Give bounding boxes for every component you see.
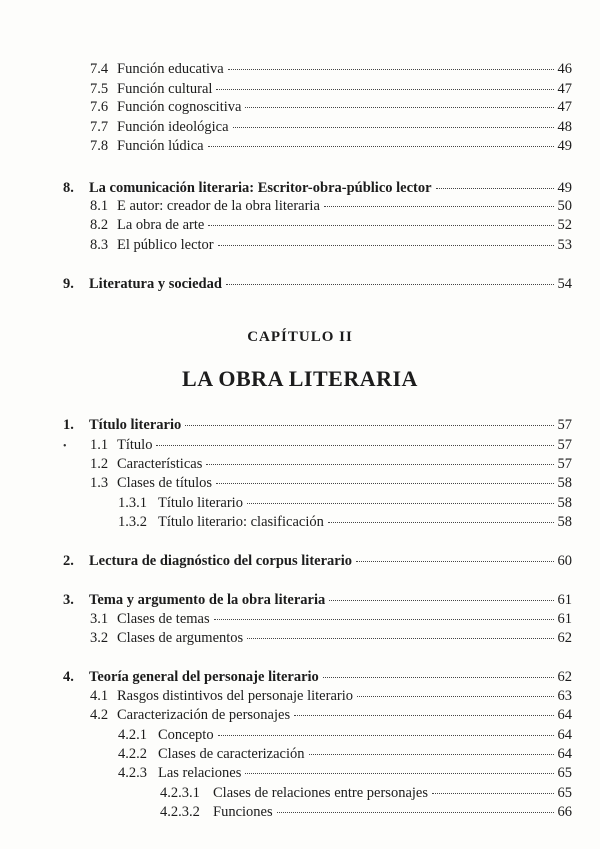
toc-entry-page: 50 — [557, 198, 572, 214]
toc-entry — [90, 629, 572, 647]
toc-entry-title: Las relaciones — [158, 765, 242, 781]
dot-leader — [185, 425, 553, 426]
toc-entry — [90, 687, 572, 705]
dot-leader — [245, 107, 553, 108]
toc-entry-number: 1. — [63, 417, 74, 433]
toc-entry-number: 9. — [63, 276, 74, 292]
toc-entry-page: 62 — [557, 630, 572, 646]
dot-leader — [208, 225, 553, 226]
dot-leader — [356, 561, 554, 562]
dot-leader — [277, 812, 554, 813]
toc-entry — [118, 494, 572, 512]
toc-entry-number: 4.2.3.2 — [160, 804, 200, 820]
toc-entry-number: 8.1 — [90, 198, 109, 214]
toc-entry-number: 4.2 — [90, 707, 109, 723]
toc-entry-number: 1.3.1 — [118, 495, 147, 511]
toc-entry — [90, 118, 572, 136]
toc-entry-number: 1.3 — [90, 475, 109, 491]
toc-entry-number: 4.2.1 — [118, 727, 147, 743]
toc-entry — [118, 513, 572, 531]
toc-entry-page: 46 — [557, 61, 572, 77]
toc-entry-page: 47 — [557, 81, 572, 97]
toc-entry-page: 57 — [557, 437, 572, 453]
toc-entry-title: Función lúdica — [117, 138, 204, 154]
toc-entry-page: 61 — [557, 611, 572, 627]
dot-leader — [214, 619, 554, 620]
toc-entry-title: Clases de argumentos — [117, 630, 244, 646]
toc-entry-title: Clases de caracterización — [158, 746, 305, 762]
toc-entry-title: E autor: creador de la obra literaria — [117, 198, 320, 214]
toc-entry-page: 65 — [557, 785, 572, 801]
toc-entry-page: 65 — [557, 765, 572, 781]
toc-entry — [90, 236, 572, 254]
dot-leader — [208, 146, 554, 147]
dot-leader — [245, 773, 553, 774]
toc-entry-number: 4. — [63, 669, 74, 685]
toc-entry-page: 57 — [557, 456, 572, 472]
dot-leader — [216, 483, 553, 484]
toc-entry — [63, 668, 572, 686]
toc-entry-page: 57 — [557, 417, 572, 433]
dot-leader — [216, 89, 553, 90]
toc-entry-number: 8.2 — [90, 217, 109, 233]
toc-entry — [118, 745, 572, 763]
stray-mark: • — [63, 441, 67, 452]
dot-leader — [324, 206, 554, 207]
toc-entry-title: Título literario — [158, 495, 243, 511]
toc-entry — [90, 60, 572, 78]
toc-entry-title: Título literario — [89, 417, 182, 433]
dot-leader — [309, 754, 554, 755]
toc-entry — [118, 764, 572, 782]
toc-entry — [160, 803, 572, 821]
toc-entry-title: Función educativa — [117, 61, 224, 77]
toc-entry — [90, 610, 572, 628]
dot-leader — [206, 464, 553, 465]
dot-leader — [247, 638, 553, 639]
toc-entry-title: Función cultural — [117, 81, 213, 97]
toc-entry — [63, 552, 572, 570]
toc-entry-number: 7.6 — [90, 99, 109, 115]
dot-leader — [294, 715, 553, 716]
toc-entry-title: Función ideológica — [117, 119, 229, 135]
dot-leader — [218, 245, 554, 246]
toc-entry-page: 58 — [557, 514, 572, 530]
toc-entry-page: 53 — [557, 237, 572, 253]
chapter-label: CAPÍTULO II — [247, 329, 353, 345]
toc-entry-title: Clases de temas — [117, 611, 210, 627]
toc-entry-title: El público lector — [117, 237, 214, 253]
toc-entry-page: 54 — [557, 276, 572, 292]
toc-entry-number: 3.2 — [90, 630, 109, 646]
toc-entry — [90, 197, 572, 215]
toc-entry-title: Clases de títulos — [117, 475, 213, 491]
toc-entry-number: 7.4 — [90, 61, 109, 77]
toc-entry — [63, 416, 572, 434]
toc-entry — [63, 275, 572, 293]
toc-entry-page: 64 — [557, 707, 572, 723]
toc-entry-title: Literatura y sociedad — [89, 276, 222, 292]
toc-entry-page: 60 — [557, 553, 572, 569]
dot-leader — [329, 600, 553, 601]
toc-entry-title: Función cognoscitiva — [117, 99, 242, 115]
toc-entry-title: Título literario: clasificación — [158, 514, 324, 530]
toc-entry-number: 7.7 — [90, 119, 109, 135]
toc-entry — [63, 591, 572, 609]
toc-entry — [90, 80, 572, 98]
toc-entry — [90, 455, 572, 473]
toc-entry-number: 4.2.2 — [118, 746, 147, 762]
toc-entry-title: La obra de arte — [117, 217, 205, 233]
toc-entry-title: Caracterización de personajes — [117, 707, 291, 723]
dot-leader — [247, 503, 554, 504]
toc-entry-title: Rasgos distintivos del personaje literario — [117, 688, 353, 704]
dot-leader — [357, 696, 554, 697]
toc-entry-page: 52 — [557, 217, 572, 233]
toc-entry-number: 3.1 — [90, 611, 109, 627]
toc-entry — [63, 179, 572, 197]
toc-entry-page: 62 — [557, 669, 572, 685]
toc-entry-title: La comunicación literaria: Escritor-obra-público lector — [89, 180, 432, 196]
toc-entry-number: 8. — [63, 180, 74, 196]
toc-entry-number: 2. — [63, 553, 74, 569]
chapter-title: LA OBRA LITERARIA — [182, 366, 418, 391]
toc-entry-title: Tema y argumento de la obra literaria — [89, 592, 326, 608]
toc-entry-title: Teoría general del personaje literario — [89, 669, 319, 685]
toc-entry-page: 47 — [557, 99, 572, 115]
toc-entry — [118, 726, 572, 744]
toc-entry-title: Clases de relaciones entre personajes — [213, 785, 428, 801]
toc-entry-number: 7.8 — [90, 138, 109, 154]
dot-leader — [432, 793, 554, 794]
toc-entry-page: 61 — [557, 592, 572, 608]
toc-entry-title: Funciones — [213, 804, 273, 820]
toc-entry-title: Título — [117, 437, 153, 453]
toc-entry-title: Concepto — [158, 727, 214, 743]
toc-entry — [160, 784, 572, 802]
dot-leader — [328, 522, 554, 523]
toc-entry-page: 58 — [557, 475, 572, 491]
toc-entry-page: 64 — [557, 727, 572, 743]
toc-entry — [90, 474, 572, 492]
toc-entry — [90, 137, 572, 155]
toc-entry-title: Características — [117, 456, 203, 472]
toc-entry-number: 1.2 — [90, 456, 109, 472]
toc-entry-number: 1.1 — [90, 437, 109, 453]
toc-entry-page: 49 — [557, 138, 572, 154]
dot-leader — [233, 127, 554, 128]
toc-entry — [90, 216, 572, 234]
toc-entry-number: 8.3 — [90, 237, 109, 253]
toc-entry-page: 66 — [557, 804, 572, 820]
toc-entry-page: 58 — [557, 495, 572, 511]
dot-leader — [436, 188, 554, 189]
toc-entry-number: 1.3.2 — [118, 514, 147, 530]
toc-entry — [90, 98, 572, 116]
dot-leader — [218, 735, 554, 736]
toc-entry-number: 4.1 — [90, 688, 109, 704]
dot-leader — [156, 445, 553, 446]
toc-entry — [90, 436, 572, 454]
toc-entry-page: 49 — [557, 180, 572, 196]
toc-entry-number: 4.2.3.1 — [160, 785, 200, 801]
toc-entry-number: 4.2.3 — [118, 765, 147, 781]
toc-entry-number: 3. — [63, 592, 74, 608]
toc-entry — [90, 706, 572, 724]
toc-entry-number: 7.5 — [90, 81, 109, 97]
toc-entry-page: 63 — [557, 688, 572, 704]
dot-leader — [226, 284, 554, 285]
toc-entry-title: Lectura de diagnóstico del corpus literario — [89, 553, 352, 569]
toc-entry-page: 48 — [557, 119, 572, 135]
toc-entry-page: 64 — [557, 746, 572, 762]
dot-leader — [228, 69, 554, 70]
dot-leader — [323, 677, 554, 678]
